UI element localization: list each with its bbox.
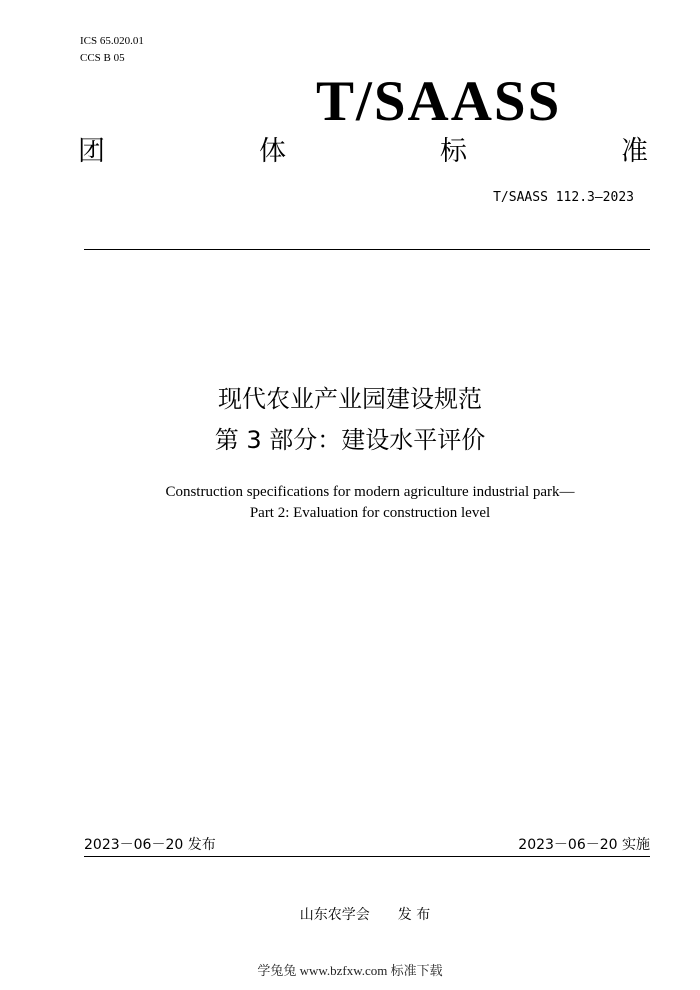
english-title-line-2: Part 2: Evaluation for construction level — [249, 505, 491, 521]
title-line-2: 第 3 部分：建设水平评价 — [214, 426, 486, 454]
implementation-date: 2023－06－20 实施 — [518, 837, 650, 853]
english-title — [0, 482, 700, 524]
standard-type-char: 团 — [78, 136, 105, 167]
classification-codes — [80, 33, 144, 67]
standard-type-char: 准 — [621, 136, 648, 167]
issuer — [0, 904, 700, 924]
bottom-divider — [84, 856, 650, 857]
title-line-1: 现代农业产业园建设规范 — [218, 385, 482, 413]
issuer-name: 山东农学会 — [299, 907, 370, 923]
issuer-action: 发 布 — [397, 907, 431, 923]
ccs-code: CCS B 05 — [80, 52, 125, 64]
english-title-line-1: Construction specifications for modern agriculture industrial park— — [165, 484, 575, 500]
standard-number: T/SAASS 112.3—2023 — [493, 190, 634, 205]
standard-type — [78, 132, 648, 172]
footer-watermark: 学兔兔 www.bzfxw.com 标准下载 — [257, 963, 443, 978]
top-divider — [84, 249, 650, 250]
ics-code: ICS 65.020.01 — [80, 35, 144, 47]
publication-date: 2023－06－20 发布 — [84, 837, 216, 853]
standard-type-char: 标 — [440, 136, 467, 167]
standard-brand: T/SAASS — [316, 70, 562, 133]
standard-type-char: 体 — [259, 136, 286, 167]
